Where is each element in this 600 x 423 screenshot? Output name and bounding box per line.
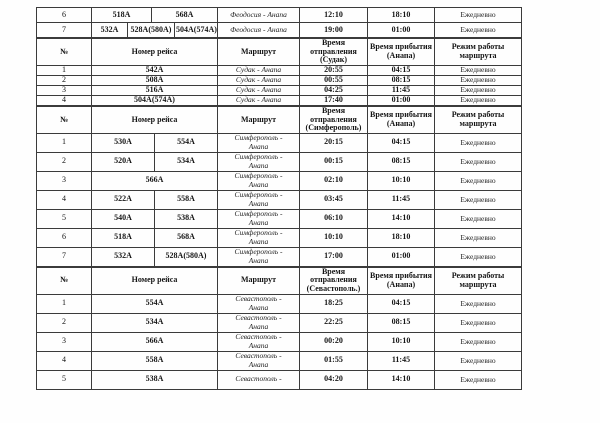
route-cell <box>218 228 300 247</box>
row-number-cell: 1 <box>37 294 92 313</box>
arrival-time-cell: 18:10 <box>368 8 435 23</box>
text-line: Судак - Анапа <box>235 95 282 105</box>
schedule-mode-cell: Ежедневно <box>435 351 522 370</box>
text-line: маршрута <box>459 279 497 289</box>
arrival-time-cell: 14:10 <box>368 370 435 389</box>
schedule-mode-cell: Ежедневно <box>435 85 522 95</box>
arrival-time-cell: 01:00 <box>368 23 435 38</box>
text-line: (Судак) <box>319 55 348 65</box>
header-departure-time <box>300 39 368 66</box>
route-cell <box>218 332 300 351</box>
header-num: № <box>37 39 92 66</box>
flight-number-cell: 568А <box>155 228 218 247</box>
schedule-row <box>37 370 522 389</box>
schedule-row <box>37 313 522 332</box>
arrival-time-cell: 18:10 <box>368 228 435 247</box>
text-line: Севастополь - <box>235 332 282 342</box>
text-line: Севастополь - <box>235 294 282 304</box>
schedule-row <box>37 95 522 105</box>
route-cell <box>218 313 300 332</box>
route-cell <box>218 351 300 370</box>
flight-number-cell: 504А(574А) <box>175 23 218 38</box>
text-line: Анапа <box>248 236 269 246</box>
schedule-mode-cell: Ежедневно <box>435 8 522 23</box>
departure-time-cell: 12:10 <box>300 8 368 23</box>
arrival-time-cell: 08:15 <box>368 152 435 171</box>
schedule-mode-cell: Ежедневно <box>435 95 522 105</box>
arrival-time-cell: 08:15 <box>368 75 435 85</box>
header-mode <box>435 106 522 133</box>
row-number-cell: 2 <box>37 313 92 332</box>
text-line: (Севастополь.) <box>306 284 361 293</box>
text-line: маршрута <box>459 118 497 128</box>
schedule-mode-cell: Ежедневно <box>435 370 522 389</box>
departure-time-cell: 20:55 <box>300 65 368 75</box>
departure-time-cell: 00:55 <box>300 75 368 85</box>
schedule-row <box>37 209 522 228</box>
flight-number-cell: 568А <box>152 8 218 23</box>
route-cell <box>218 171 300 190</box>
flight-number-cell: 540А <box>92 209 155 228</box>
arrival-time-cell: 08:15 <box>368 313 435 332</box>
text-line: Симферополь - <box>234 247 283 257</box>
row-number-cell: 1 <box>37 65 92 75</box>
flight-number-cell: 566А <box>92 332 218 351</box>
flight-number-cell: 566А <box>92 171 218 190</box>
text-line: (Симферополь) <box>305 123 362 133</box>
schedule-table-sevastopol <box>36 267 522 390</box>
text-line: Анапа <box>248 321 269 331</box>
schedule-mode-cell: Ежедневно <box>435 332 522 351</box>
route-cell <box>218 370 300 389</box>
route-cell <box>218 75 300 85</box>
flight-number-cell: 538А <box>155 209 218 228</box>
arrival-time-cell: 11:45 <box>368 85 435 95</box>
text-line: Режим работы <box>451 42 505 52</box>
schedule-mode-cell: Ежедневно <box>435 313 522 332</box>
departure-time-cell: 04:25 <box>300 85 368 95</box>
header-row <box>37 267 522 294</box>
schedule-row <box>37 190 522 209</box>
schedule-row <box>37 8 522 23</box>
arrival-time-cell: 04:15 <box>368 133 435 152</box>
schedule-mode-cell: Ежедневно <box>435 23 522 38</box>
text-line: Севастополь - <box>235 351 282 361</box>
row-number-cell: 5 <box>37 209 92 228</box>
departure-time-cell: 19:00 <box>300 23 368 38</box>
text-line: Время прибытия <box>370 271 432 281</box>
schedule-table-sudak <box>36 38 522 106</box>
departure-time-cell: 20:15 <box>300 133 368 152</box>
text-line: Судак - Анапа <box>235 75 282 85</box>
text-line: Судак - Анапа <box>235 85 282 95</box>
route-cell <box>218 65 300 75</box>
header-num: № <box>37 106 92 133</box>
schedule-row <box>37 351 522 370</box>
text-line: Анапа <box>248 255 269 265</box>
schedule-mode-cell: Ежедневно <box>435 209 522 228</box>
schedule-row <box>37 247 522 266</box>
text-line: Анапа <box>248 340 269 350</box>
flight-number-cell: 532А <box>92 23 128 38</box>
row-number-cell: 2 <box>37 75 92 85</box>
departure-time-cell: 17:00 <box>300 247 368 266</box>
departure-time-cell: 00:20 <box>300 332 368 351</box>
header-mode <box>435 39 522 66</box>
route-cell <box>218 133 300 152</box>
departure-time-cell: 03:45 <box>300 190 368 209</box>
route-cell <box>218 23 300 38</box>
flight-number-cell: 520А <box>92 152 155 171</box>
text-line: Феодосия - Анапа <box>230 24 287 34</box>
text-line: Симферополь - <box>234 209 283 219</box>
departure-time-cell: 18:25 <box>300 294 368 313</box>
arrival-time-cell: 01:00 <box>368 95 435 105</box>
row-number-cell: 7 <box>37 23 92 38</box>
route-cell <box>218 247 300 266</box>
schedule-mode-cell: Ежедневно <box>435 133 522 152</box>
arrival-time-cell: 10:10 <box>368 332 435 351</box>
row-number-cell: 5 <box>37 370 92 389</box>
route-cell <box>218 8 300 23</box>
flight-number-cell: 508А <box>92 75 218 85</box>
flight-number-cell: 558А <box>92 351 218 370</box>
text-line: Анапа <box>248 359 269 369</box>
text-line: Время <box>321 38 346 47</box>
schedule-row <box>37 75 522 85</box>
text-line: Анапа <box>248 141 269 151</box>
flight-number-cell: 542А <box>92 65 218 75</box>
route-cell <box>218 190 300 209</box>
flight-number-cell: 528А(580А) <box>128 23 175 38</box>
schedule-mode-cell: Ежедневно <box>435 247 522 266</box>
header-arrival-time <box>368 106 435 133</box>
text-line: (Анапа) <box>386 50 416 60</box>
text-line: Анапа <box>248 160 269 170</box>
header-num: № <box>37 267 92 294</box>
flight-number-cell: 530А <box>92 133 155 152</box>
header-flight-number: Номер рейса <box>92 267 218 294</box>
header-flight-number: Номер рейса <box>92 106 218 133</box>
header-row <box>37 39 522 66</box>
header-route: Маршрут <box>218 267 300 294</box>
schedule-table-simferopol <box>36 106 522 267</box>
schedule-table-feodosia <box>36 7 522 38</box>
flight-number-cell: 538А <box>92 370 218 389</box>
arrival-time-cell: 11:45 <box>368 351 435 370</box>
header-route: Маршрут <box>218 39 300 66</box>
header-route: Маршрут <box>218 106 300 133</box>
text-line: Симферополь - <box>234 133 283 143</box>
departure-time-cell: 06:10 <box>300 209 368 228</box>
bus-schedule-tables <box>36 7 522 390</box>
text-line: (Анапа) <box>386 279 416 289</box>
schedule-row <box>37 294 522 313</box>
text-line: Феодосия - Анапа <box>230 9 287 19</box>
text-line: Симферополь - <box>234 228 283 238</box>
text-line: Севастополь - <box>235 374 282 384</box>
row-number-cell: 4 <box>37 95 92 105</box>
text-line: Симферополь - <box>234 152 283 162</box>
text-line: Анапа <box>248 198 269 208</box>
text-line: Время прибытия <box>370 110 432 120</box>
header-row <box>37 106 522 133</box>
schedule-mode-cell: Ежедневно <box>435 65 522 75</box>
text-line: (Анапа) <box>386 118 416 128</box>
flight-number-cell: 532А <box>92 247 155 266</box>
departure-time-cell: 10:10 <box>300 228 368 247</box>
text-line: отправления <box>310 114 357 124</box>
row-number-cell: 1 <box>37 133 92 152</box>
text-line: Время <box>321 267 346 276</box>
arrival-time-cell: 10:10 <box>368 171 435 190</box>
header-arrival-time <box>368 39 435 66</box>
route-cell <box>218 294 300 313</box>
flight-number-cell: 504А(574А) <box>92 95 218 105</box>
flight-number-cell: 554А <box>92 294 218 313</box>
arrival-time-cell: 04:15 <box>368 294 435 313</box>
departure-time-cell: 02:10 <box>300 171 368 190</box>
text-line: Режим работы <box>451 271 505 281</box>
departure-time-cell: 22:25 <box>300 313 368 332</box>
schedule-mode-cell: Ежедневно <box>435 75 522 85</box>
arrival-time-cell: 04:15 <box>368 65 435 75</box>
route-cell <box>218 85 300 95</box>
text-line: Время прибытия <box>370 42 432 52</box>
header-departure-time <box>300 267 368 294</box>
header-arrival-time <box>368 267 435 294</box>
flight-number-cell: 554А <box>155 133 218 152</box>
schedule-row <box>37 152 522 171</box>
row-number-cell: 6 <box>37 228 92 247</box>
departure-time-cell: 17:40 <box>300 95 368 105</box>
schedule-mode-cell: Ежедневно <box>435 294 522 313</box>
row-number-cell: 4 <box>37 190 92 209</box>
text-line: Анапа <box>248 179 269 189</box>
header-flight-number: Номер рейса <box>92 39 218 66</box>
schedule-row <box>37 228 522 247</box>
departure-time-cell: 04:20 <box>300 370 368 389</box>
departure-time-cell: 00:15 <box>300 152 368 171</box>
row-number-cell: 2 <box>37 152 92 171</box>
flight-number-cell: 518А <box>92 228 155 247</box>
arrival-time-cell: 01:00 <box>368 247 435 266</box>
row-number-cell: 3 <box>37 85 92 95</box>
departure-time-cell: 01:55 <box>300 351 368 370</box>
row-number-cell: 3 <box>37 171 92 190</box>
flight-number-cell: 528А(580А) <box>155 247 218 266</box>
row-number-cell: 6 <box>37 8 92 23</box>
flight-number-cell: 534А <box>155 152 218 171</box>
header-departure-time <box>300 106 368 133</box>
schedule-row <box>37 23 522 38</box>
text-line: Судак - Анапа <box>235 65 282 75</box>
text-line: Симферополь - <box>234 171 283 181</box>
schedule-mode-cell: Ежедневно <box>435 190 522 209</box>
arrival-time-cell: 14:10 <box>368 209 435 228</box>
schedule-row <box>37 85 522 95</box>
text-line: маршрута <box>459 50 497 60</box>
text-line: отправления <box>310 275 357 285</box>
schedule-row <box>37 332 522 351</box>
schedule-mode-cell: Ежедневно <box>435 228 522 247</box>
text-line: Анапа <box>248 217 269 227</box>
text-line: Анапа <box>248 302 269 312</box>
text-line: Режим работы <box>451 110 505 120</box>
flight-number-cell: 522А <box>92 190 155 209</box>
flight-number-cell: 534А <box>92 313 218 332</box>
flight-number-cell: 516А <box>92 85 218 95</box>
schedule-row <box>37 65 522 75</box>
text-line: Симферополь - <box>234 190 283 200</box>
text-line: Севастополь - <box>235 313 282 323</box>
header-mode <box>435 267 522 294</box>
route-cell <box>218 152 300 171</box>
schedule-mode-cell: Ежедневно <box>435 152 522 171</box>
flight-number-cell: 558А <box>155 190 218 209</box>
schedule-row <box>37 171 522 190</box>
text-line: отправления <box>310 46 357 56</box>
arrival-time-cell: 11:45 <box>368 190 435 209</box>
row-number-cell: 3 <box>37 332 92 351</box>
flight-number-cell: 518А <box>92 8 152 23</box>
row-number-cell: 7 <box>37 247 92 266</box>
route-cell <box>218 209 300 228</box>
route-cell <box>218 95 300 105</box>
schedule-mode-cell: Ежедневно <box>435 171 522 190</box>
text-line: Время <box>321 106 346 115</box>
row-number-cell: 4 <box>37 351 92 370</box>
schedule-row <box>37 133 522 152</box>
